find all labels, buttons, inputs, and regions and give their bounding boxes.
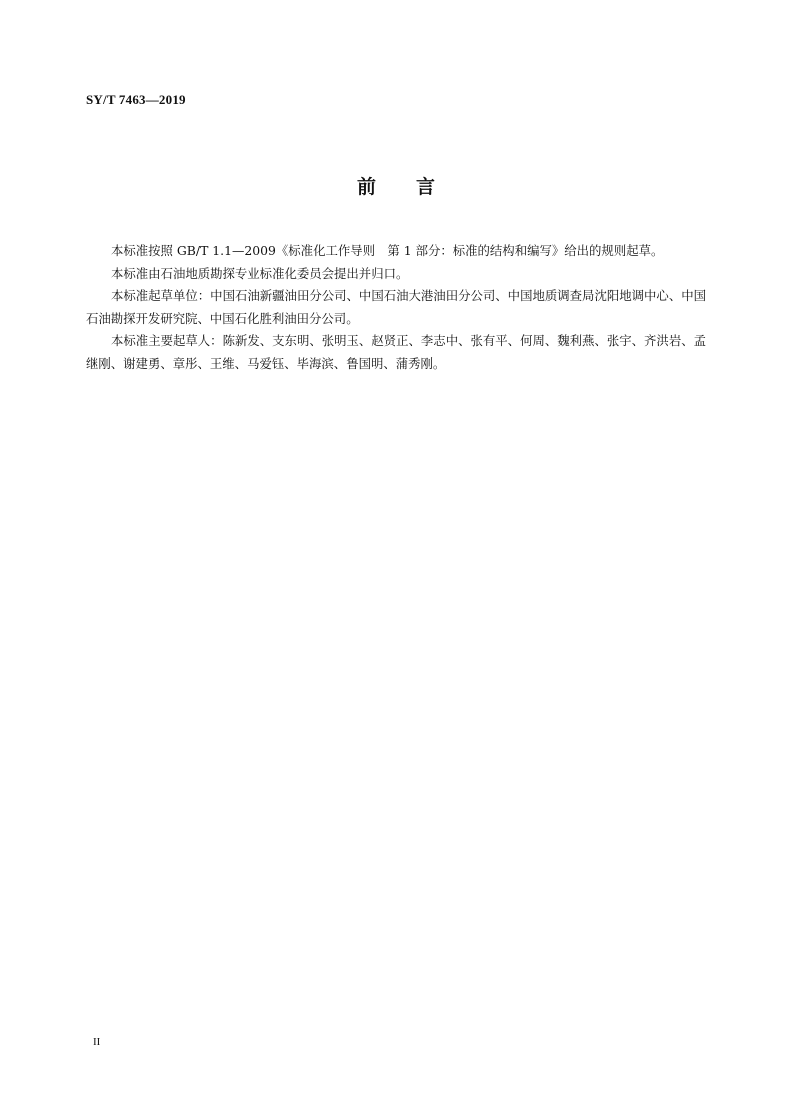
page-title: [0, 172, 792, 199]
paragraph-drafters: 本标准主要起草人：陈新发、支东明、张明玉、赵贤正、李志中、张有平、何周、魏利燕、张宇、齐洪岩、孟继刚、谢建勇、章彤、王维、马爱钰、毕海滨、鲁国明、蒲秀刚。: [86, 333, 706, 371]
paragraph-drafting-units: 本标准起草单位：中国石油新疆油田分公司、中国石油大港油田分公司、中国地质调查局沈阳地调中心、中国石油勘探开发研究院、中国石化胜利油田分公司。: [86, 288, 706, 326]
standard-code: SY/T 7463—2019: [86, 92, 186, 107]
paragraph-drafting-rules: 本标准按照 GB/T 1.1—2009《标准化工作导则 第 1 部分：标准的结构和编写》给出的规则起草。: [111, 243, 664, 258]
page-number: II: [93, 1036, 101, 1048]
title-char-2: 言: [416, 176, 436, 198]
paragraph-proposer: 本标准由石油地质勘探专业标准化委员会提出并归口。: [111, 265, 409, 281]
foreword-body: [86, 240, 706, 376]
title-char-1: 前: [356, 176, 376, 198]
